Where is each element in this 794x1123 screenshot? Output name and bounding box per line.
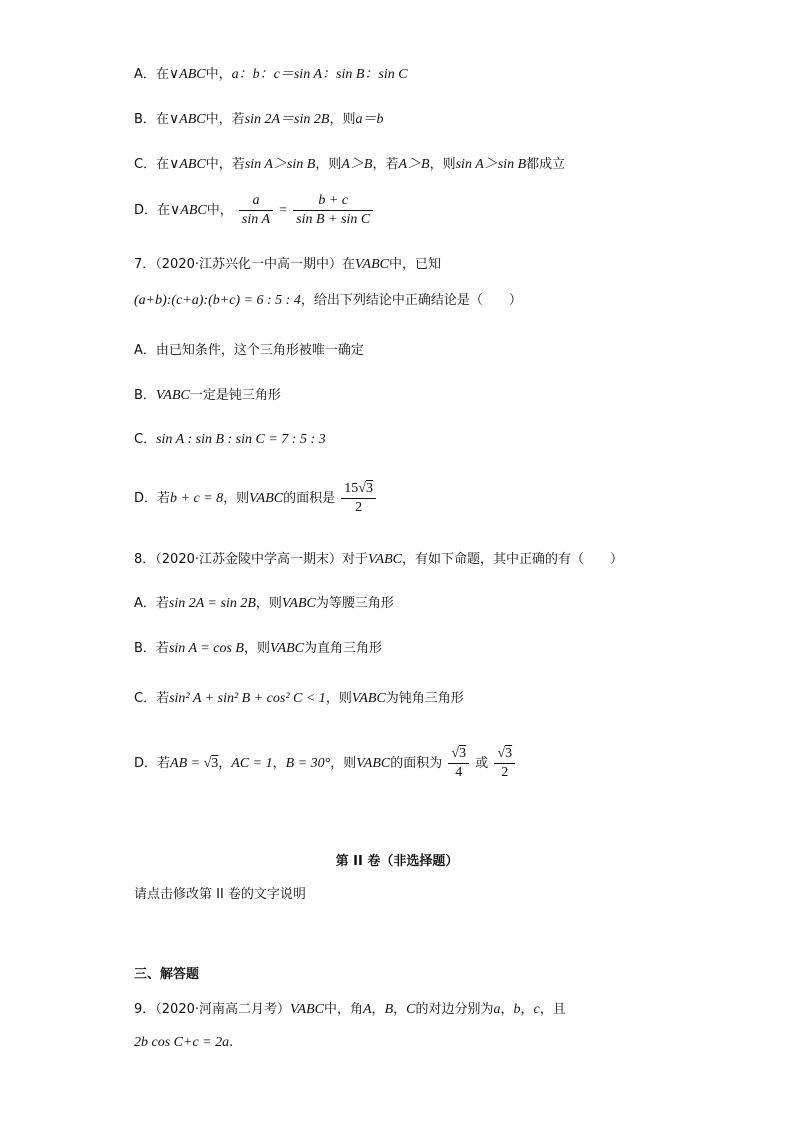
q8-option-b: B．若sin A = cos B，则VABC为直角三角形: [134, 641, 382, 656]
section-ii-note: 请点击修改第 II 卷的文字说明: [134, 887, 306, 902]
q9-stem-line2: 2b cos C+c = 2a.: [134, 1035, 234, 1050]
q7-option-a: A．由已知条件，这个三角形被唯一确定: [134, 343, 364, 358]
section-ii-title: 第 II 卷（非选择题）: [335, 854, 459, 869]
fraction-root3-over-4: $\frac{√3}{4}$: [448, 747, 469, 780]
q6-option-d: D．在∨ABC中， $\frac{a}{\text{sin A}}$ = $\frac{b + c}{\text{sin B + sin C}}$: [134, 194, 375, 227]
fraction-a-over-sinA: $\frac{a}{\text{sin A}}$: [239, 194, 273, 227]
q7-option-b: B．VABC一定是钝三角形: [134, 388, 281, 403]
q8-option-a: A．若sin 2A = sin 2B，则VABC为等腰三角形: [134, 596, 394, 611]
section-iii-title: 三、解答题: [134, 967, 200, 982]
q7-stem-line1: 7．（2020·江苏兴化一中高一期中）在VABC中，已知: [134, 257, 441, 272]
fraction-bc-over-sinBC: $\frac{b + c}{\text{sin B + sin C}}$: [293, 194, 373, 227]
fraction-15-root3-over-2: $\frac{15√3}{2}$: [341, 482, 376, 515]
q8-option-c: C．若sin² A + sin² B + cos² C < 1，则VABC为钝角三角形: [134, 691, 464, 706]
q9-stem-line1: 9．（2020·河南高二月考）VABC中，角A，B，C的对边分别为a，b，c，且: [134, 1002, 566, 1017]
fraction-root3-over-2: $\frac{√3}{2}$: [494, 747, 515, 780]
q7-option-c: C．sin A : sin B : sin C = 7 : 5 : 3: [134, 432, 326, 447]
q8-stem: 8．（2020·江苏金陵中学高一期末）对于VABC，有如下命题，其中正确的有（ ）: [134, 552, 623, 567]
q6-option-c: C．在∨ABC中，若sin A＞sin B，则A＞B，若A＞B，则sin A＞sin B都成立: [134, 157, 566, 172]
q6-option-b: B．在∨ABC中，若sin 2A＝sin 2B，则a＝b: [134, 112, 384, 127]
q6-option-a: A．在∨ABC中，a：b：c＝sin A：sin B：sin C: [134, 67, 408, 82]
q8-option-d: D．若AB = √3，AC = 1，B = 30°，则VABC的面积为 $\frac{√3}{4}$ 或 $\frac{√3}{2}$: [134, 747, 517, 780]
q7-stem-line2: (a+b):(c+a):(b+c) = 6 : 5 : 4，给出下列结论中正确结论是（ ）: [134, 293, 522, 308]
q7-option-d: D．若b + c = 8，则VABC的面积是 $\frac{15√3}{2}$: [134, 482, 378, 515]
